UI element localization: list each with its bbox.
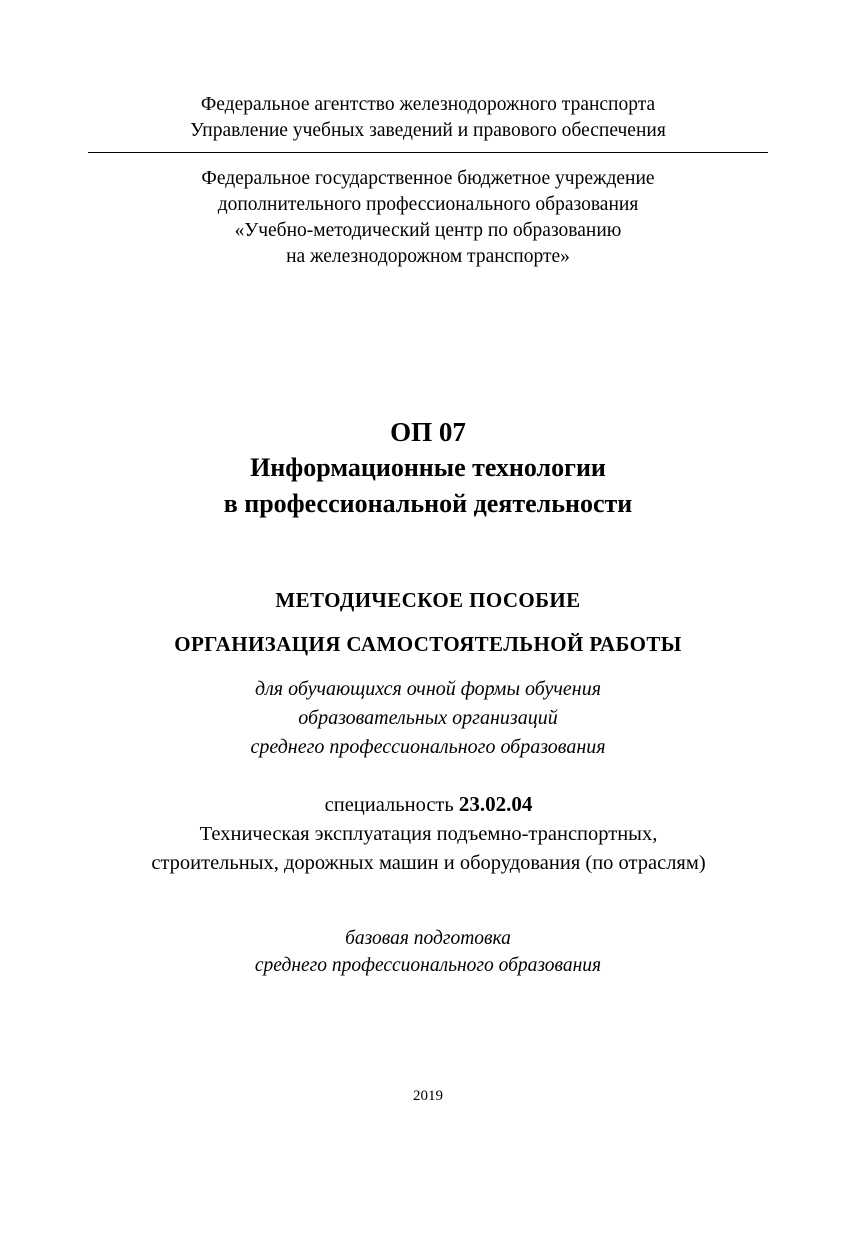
specialty-label: специальность [324, 794, 454, 816]
specialty [40, 790, 817, 878]
institution-line-2: дополнительного профессионального образования [217, 194, 639, 215]
agency-line-1: Федеральное агентство железнодорожного транспорта [200, 94, 656, 115]
document-kind [78, 585, 778, 762]
audience-line-3: среднего профессионального образования [250, 736, 606, 758]
course-code: ОП 07 [390, 417, 466, 447]
institution-line-4: на железнодорожном транспорте» [286, 246, 570, 267]
kind-line-1: МЕТОДИЧЕСКОЕ ПОСОБИЕ [275, 588, 581, 612]
audience-line-2: образовательных организаций [298, 707, 558, 729]
level-line-1: базовая подготовка [345, 928, 511, 949]
year-value: 2019 [413, 1088, 443, 1104]
audience-line-1: для обучающихся очной формы обучения [254, 678, 602, 700]
header-divider [88, 152, 768, 153]
agency-line-2: Управление учебных заведений и правового обеспечения [190, 120, 666, 141]
page-title [78, 415, 778, 521]
specialty-code: 23.02.04 [458, 792, 533, 816]
education-level [78, 925, 778, 979]
level-line-2: среднего профессионального образования [254, 955, 602, 976]
publisher-header [78, 92, 778, 270]
publication-year [78, 1086, 778, 1106]
specialty-name-line-1: Техническая эксплуатация подъемно-транспортных, [199, 823, 658, 845]
institution-line-1: Федеральное государственное бюджетное учреждение [201, 168, 655, 189]
institution-line-3: «Учебно-методический центр по образованию [234, 220, 622, 241]
specialty-name-line-2: строительных, дорожных машин и оборудования (по отраслям) [151, 852, 706, 874]
course-title-line-2: в профессиональной деятельности [223, 489, 633, 518]
course-title-line-1: Информационные технологии [250, 453, 606, 482]
kind-line-2: ОРГАНИЗАЦИЯ САМОСТОЯТЕЛЬНОЙ РАБОТЫ [174, 632, 682, 656]
